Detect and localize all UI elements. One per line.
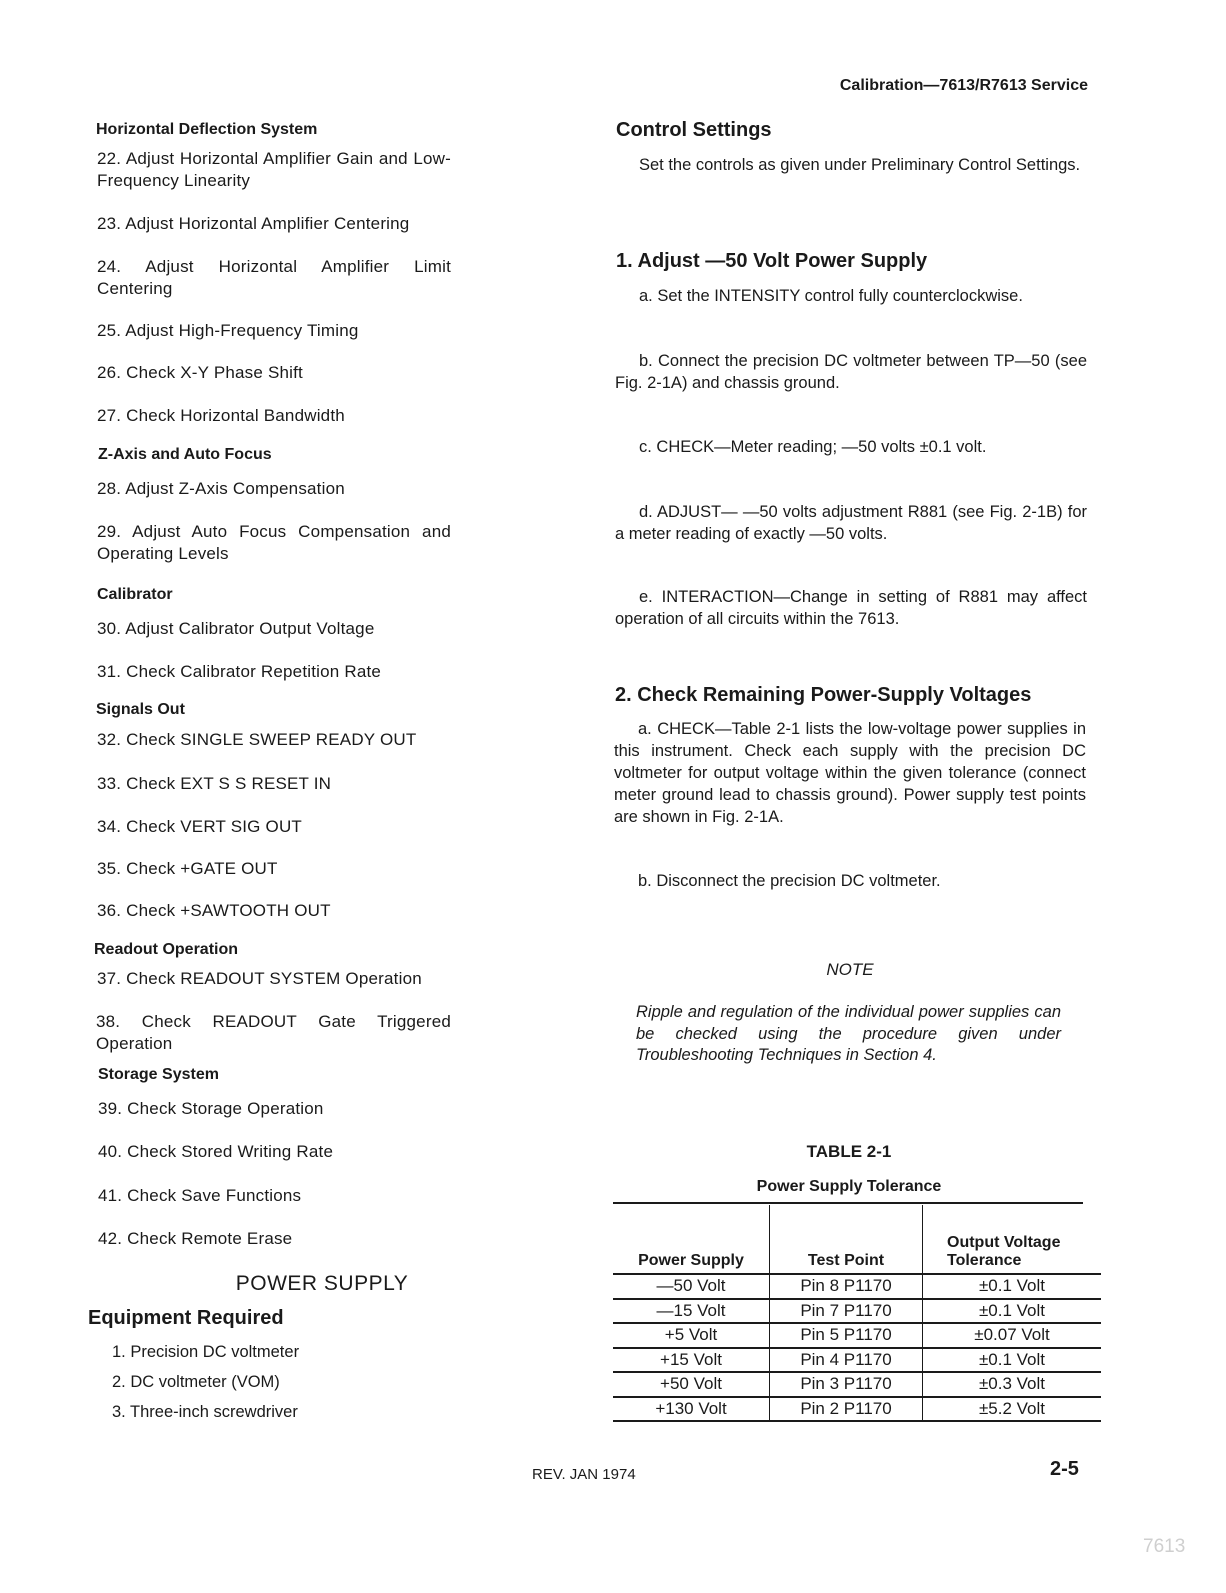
cell-power-supply: +50 Volt <box>613 1372 770 1397</box>
list-item-27: 27. Check Horizontal Bandwidth <box>97 406 345 425</box>
cell-power-supply: +15 Volt <box>613 1348 770 1373</box>
cell-test-point: Pin 8 P1170 <box>770 1274 923 1299</box>
cell-tolerance: ±0.3 Volt <box>923 1372 1102 1397</box>
step-1c: c. CHECK—Meter reading; —50 volts ±0.1 volt. <box>639 438 987 456</box>
cell-test-point: Pin 2 P1170 <box>770 1397 923 1422</box>
note-text: Ripple and regulation of the individual power supplies can be checked using the procedure given under Troubleshooting Techniques in Section 4. <box>636 1003 1061 1064</box>
cell-tolerance: ±0.07 Volt <box>923 1323 1102 1348</box>
list-item-24: 24. Adjust Horizontal Amplifier Limit Centering <box>97 257 451 298</box>
equipment-item-3: 3. Three-inch screwdriver <box>112 1403 298 1421</box>
table-row <box>613 1372 1101 1397</box>
step-2a: a. CHECK—Table 2-1 lists the low-voltage power supplies in this instrument. Check each supply with the precision DC voltmeter for output voltage within the given tolerance (connect meter ground lead to chassis ground). Power supply test points are shown in Fig. 2-1A. <box>614 720 1086 826</box>
cell-test-point: Pin 4 P1170 <box>770 1348 923 1373</box>
control-settings-text: Set the controls as given under Preliminary Control Settings. <box>639 156 1081 174</box>
header-power-supply: Power Supply <box>613 1205 770 1274</box>
equipment-required-heading: Equipment Required <box>88 1307 284 1329</box>
list-item-22: 22. Adjust Horizontal Amplifier Gain and Low-Frequency Linearity <box>97 149 451 190</box>
step-1d: d. ADJUST— —50 volts adjustment R881 (see Fig. 2-1B) for a meter reading of exactly —50 volts. <box>615 503 1087 543</box>
section-title-horizontal-deflection: Horizontal Deflection System <box>96 121 318 138</box>
table-subtitle: Power Supply Tolerance <box>756 1178 942 1195</box>
list-item-39: 39. Check Storage Operation <box>98 1099 324 1118</box>
step-2-heading: 2. Check Remaining Power-Supply Voltages <box>615 684 1032 706</box>
footer-revision: REV. JAN 1974 <box>532 1466 636 1483</box>
cell-tolerance: ±0.1 Volt <box>923 1299 1102 1324</box>
table-header-row <box>613 1205 1101 1274</box>
control-settings-heading: Control Settings <box>616 119 772 141</box>
step-1-heading: 1. Adjust —50 Volt Power Supply <box>616 250 928 272</box>
cell-test-point: Pin 7 P1170 <box>770 1299 923 1324</box>
cell-power-supply: +130 Volt <box>613 1397 770 1422</box>
list-item-42: 42. Check Remote Erase <box>98 1229 293 1248</box>
equipment-item-2: 2. DC voltmeter (VOM) <box>112 1373 280 1391</box>
header-test-point: Test Point <box>770 1205 923 1274</box>
cell-tolerance: ±5.2 Volt <box>923 1397 1102 1422</box>
list-item-34: 34. Check VERT SIG OUT <box>97 817 303 836</box>
list-item-36: 36. Check +SAWTOOTH OUT <box>97 901 331 920</box>
list-item-26: 26. Check X-Y Phase Shift <box>97 363 303 382</box>
power-supply-heading: POWER SUPPLY <box>235 1272 409 1295</box>
step-1e: e. INTERACTION—Change in setting of R881 may affect operation of all circuits within the 7613. <box>615 588 1087 628</box>
list-item-33: 33. Check EXT S S RESET IN <box>97 774 332 793</box>
section-title-calibrator: Calibrator <box>97 586 173 603</box>
cell-test-point: Pin 5 P1170 <box>770 1323 923 1348</box>
cell-test-point: Pin 3 P1170 <box>770 1372 923 1397</box>
list-item-25: 25. Adjust High-Frequency Timing <box>97 321 359 340</box>
step-1b: b. Connect the precision DC voltmeter between TP—50 (see Fig. 2-1A) and chassis ground. <box>615 352 1087 392</box>
list-item-29: 29. Adjust Auto Focus Compensation and Operating Levels <box>97 522 451 563</box>
list-item-41: 41. Check Save Functions <box>98 1186 302 1205</box>
section-title-signals-out: Signals Out <box>96 701 185 718</box>
watermark: 7613 <box>1143 1536 1186 1557</box>
table-row <box>613 1323 1101 1348</box>
table-row <box>613 1397 1101 1422</box>
page-number: 2-5 <box>1050 1458 1079 1480</box>
table-row <box>613 1299 1101 1324</box>
equipment-item-1: 1. Precision DC voltmeter <box>112 1343 300 1361</box>
list-item-30: 30. Adjust Calibrator Output Voltage <box>97 619 375 638</box>
list-item-37: 37. Check READOUT SYSTEM Operation <box>97 969 422 988</box>
table-title: TABLE 2-1 <box>806 1142 892 1161</box>
step-2b: b. Disconnect the precision DC voltmeter. <box>638 872 941 890</box>
list-item-32: 32. Check SINGLE SWEEP READY OUT <box>97 730 417 749</box>
cell-power-supply: +5 Volt <box>613 1323 770 1348</box>
running-header: Calibration—7613/R7613 Service <box>839 77 1088 94</box>
list-item-40: 40. Check Stored Writing Rate <box>98 1142 334 1161</box>
section-title-readout-operation: Readout Operation <box>94 941 239 958</box>
power-supply-table <box>613 1205 1101 1422</box>
cell-power-supply: —15 Volt <box>613 1299 770 1324</box>
list-item-31: 31. Check Calibrator Repetition Rate <box>97 662 382 681</box>
cell-power-supply: —50 Volt <box>613 1274 770 1299</box>
list-item-35: 35. Check +GATE OUT <box>97 859 278 878</box>
note-title: NOTE <box>826 960 874 979</box>
list-item-28: 28. Adjust Z-Axis Compensation <box>97 479 345 498</box>
list-item-38: 38. Check READOUT Gate Triggered Operation <box>96 1012 451 1053</box>
table-top-rule <box>613 1202 1083 1204</box>
list-item-23: 23. Adjust Horizontal Amplifier Centering <box>97 214 410 233</box>
table-row <box>613 1348 1101 1373</box>
section-title-z-axis: Z-Axis and Auto Focus <box>98 446 272 463</box>
header-output-voltage-tolerance: Output Voltage Tolerance <box>923 1205 1102 1274</box>
step-1a: a. Set the INTENSITY control fully counterclockwise. <box>639 287 1023 305</box>
cell-tolerance: ±0.1 Volt <box>923 1348 1102 1373</box>
table-row <box>613 1274 1101 1299</box>
section-title-storage-system: Storage System <box>98 1066 219 1083</box>
cell-tolerance: ±0.1 Volt <box>923 1274 1102 1299</box>
